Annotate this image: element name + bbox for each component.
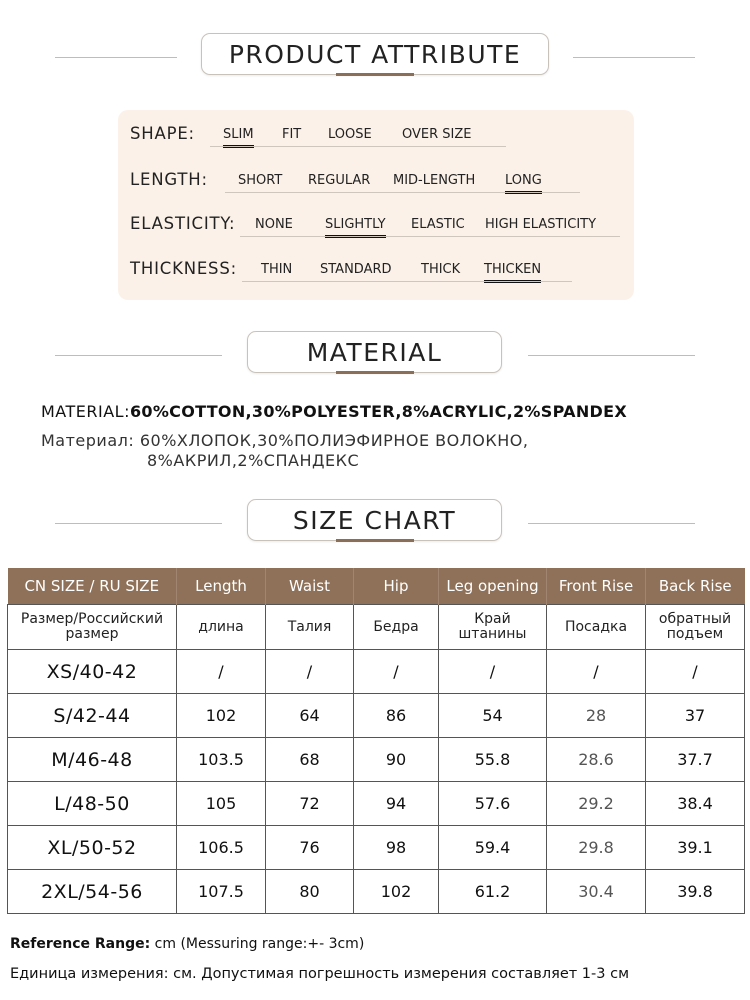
- attr-option: STANDARD: [320, 262, 392, 277]
- attr-label: LENGTH:: [130, 170, 208, 189]
- attr-row-thickness: [130, 259, 630, 289]
- col-header-size: CN SIZE / RU SIZE: [8, 568, 177, 605]
- leg-opening-cell: /: [439, 650, 547, 694]
- waist-cell: 80: [266, 870, 354, 914]
- size-chart-header: [0, 499, 750, 549]
- attr-option: THIN: [261, 262, 293, 277]
- table-row: [8, 694, 745, 738]
- size-cell: XS/40-42: [8, 650, 177, 694]
- ru-header-front-rise: Посадка: [547, 605, 646, 650]
- col-header-front-rise: Front Rise: [547, 568, 646, 605]
- table-row: [8, 782, 745, 826]
- length-cell: 103.5: [177, 738, 266, 782]
- length-cell: 102: [177, 694, 266, 738]
- ru-header-length: длина: [177, 605, 266, 650]
- attr-label: ELASTICITY:: [130, 214, 236, 233]
- col-header-back-rise: Back Rise: [646, 568, 745, 605]
- header-rule-left: [55, 57, 177, 58]
- attr-row-rule: [242, 281, 572, 282]
- attr-row-rule: [225, 192, 580, 193]
- material-en-value: 60%COTTON,30%POLYESTER,8%ACRYLIC,2%SPANDEX: [129, 402, 627, 421]
- ru-header-leg-opening: [439, 605, 547, 650]
- size-cell: S/42-44: [8, 694, 177, 738]
- material-header: [0, 331, 750, 381]
- leg-opening-cell: 61.2: [439, 870, 547, 914]
- hip-cell: 98: [354, 826, 439, 870]
- table-header-row: [8, 568, 745, 605]
- attribute-panel: [118, 110, 634, 300]
- front-rise-cell: 28: [547, 694, 646, 738]
- material-title: MATERIAL: [247, 331, 502, 373]
- attr-option: SHORT: [238, 173, 283, 188]
- material-ru-label: Материал:: [41, 431, 135, 450]
- table-row: [8, 870, 745, 914]
- back-rise-cell: 37: [646, 694, 745, 738]
- table-row: [8, 738, 745, 782]
- title-accent-bar: [336, 73, 414, 76]
- header-rule-right: [573, 57, 695, 58]
- ru-header-text: подъем: [666, 626, 724, 642]
- attr-row-length: [130, 170, 630, 200]
- ru-header-text: штанины: [458, 626, 527, 642]
- size-cell: 2XL/54-56: [8, 870, 177, 914]
- material-ru-line: [41, 431, 528, 450]
- material-en-label: MATERIAL:: [41, 402, 130, 421]
- attr-label: THICKNESS:: [130, 259, 237, 278]
- length-cell: 105: [177, 782, 266, 826]
- header-rule-right: [528, 523, 695, 524]
- hip-cell: 94: [354, 782, 439, 826]
- attr-label: SHAPE:: [130, 124, 195, 143]
- col-header-waist: Waist: [266, 568, 354, 605]
- attr-option-selected: THICKEN: [484, 262, 542, 277]
- ru-header-back-rise: [646, 605, 745, 650]
- hip-cell: 90: [354, 738, 439, 782]
- attr-row-rule: [240, 236, 620, 237]
- front-rise-cell: 29.8: [547, 826, 646, 870]
- attr-option-selected: SLIM: [223, 127, 254, 142]
- material-ru-line-2: [147, 451, 359, 470]
- size-cell: M/46-48: [8, 738, 177, 782]
- leg-opening-cell: 55.8: [439, 738, 547, 782]
- col-header-hip: Hip: [354, 568, 439, 605]
- table-subheader-row: [8, 605, 745, 650]
- product-attribute-title: PRODUCT ATTRIBUTE: [201, 33, 549, 75]
- attr-option: OVER SIZE: [402, 127, 472, 142]
- front-rise-cell: 30.4: [547, 870, 646, 914]
- attr-option-selected: SLIGHTLY: [325, 217, 386, 232]
- ru-header-text: Размер/Российский: [20, 611, 164, 627]
- col-header-length: Length: [177, 568, 266, 605]
- back-rise-cell: 37.7: [646, 738, 745, 782]
- ru-header-waist: Талия: [266, 605, 354, 650]
- attr-option: FIT: [282, 127, 302, 142]
- title-accent-bar: [336, 371, 414, 374]
- front-rise-cell: /: [547, 650, 646, 694]
- material-ru-value-2: 8%АКРИЛ,2%СПАНДЕКС: [147, 451, 360, 470]
- size-cell: L/48-50: [8, 782, 177, 826]
- back-rise-cell: 38.4: [646, 782, 745, 826]
- waist-cell: 72: [266, 782, 354, 826]
- reference-range-note: [10, 936, 364, 952]
- header-rule-right: [528, 355, 695, 356]
- leg-opening-cell: 54: [439, 694, 547, 738]
- ru-header-size: [8, 605, 177, 650]
- front-rise-cell: 29.2: [547, 782, 646, 826]
- reference-range-value: cm (Messuring range:+- 3cm): [150, 936, 365, 952]
- back-rise-cell: /: [646, 650, 745, 694]
- attr-option-selected: LONG: [505, 173, 542, 188]
- front-rise-cell: 28.6: [547, 738, 646, 782]
- length-cell: 107.5: [177, 870, 266, 914]
- attr-option: NONE: [255, 217, 293, 232]
- ru-header-hip: Бедра: [354, 605, 439, 650]
- ru-header-text: Край: [474, 611, 511, 627]
- size-cell: XL/50-52: [8, 826, 177, 870]
- size-chart-title: SIZE CHART: [247, 499, 502, 541]
- attr-option: REGULAR: [308, 173, 371, 188]
- length-cell: 106.5: [177, 826, 266, 870]
- ru-header-text: размер: [65, 626, 119, 642]
- attr-row-rule: [210, 146, 506, 147]
- reference-range-label: Reference Range:: [10, 936, 151, 952]
- length-cell: /: [177, 650, 266, 694]
- ru-measurement-note: Единица измерения: см. Допустимая погрешность измерения составляет 1-3 см: [10, 966, 630, 982]
- product-attribute-header: [0, 33, 750, 83]
- hip-cell: 102: [354, 870, 439, 914]
- table-row: [8, 826, 745, 870]
- waist-cell: /: [266, 650, 354, 694]
- title-accent-bar: [336, 539, 414, 542]
- leg-opening-cell: 59.4: [439, 826, 547, 870]
- header-rule-left: [55, 523, 222, 524]
- waist-cell: 64: [266, 694, 354, 738]
- col-header-leg-opening: Leg opening: [439, 568, 547, 605]
- attr-option: HIGH ELASTICITY: [485, 217, 597, 232]
- attr-option: THICK: [421, 262, 461, 277]
- leg-opening-cell: 57.6: [439, 782, 547, 826]
- hip-cell: 86: [354, 694, 439, 738]
- material-en-line: [41, 402, 627, 421]
- attr-row-shape: [130, 124, 630, 154]
- waist-cell: 76: [266, 826, 354, 870]
- size-chart-table: [7, 568, 745, 914]
- ru-header-text: обратный: [658, 611, 732, 627]
- back-rise-cell: 39.8: [646, 870, 745, 914]
- back-rise-cell: 39.1: [646, 826, 745, 870]
- attr-option: ELASTIC: [411, 217, 465, 232]
- waist-cell: 68: [266, 738, 354, 782]
- material-ru-value-1: 60%ХЛОПОК,30%ПОЛИЭФИРНОЕ ВОЛОКНО,: [139, 431, 529, 450]
- table-row: [8, 650, 745, 694]
- attr-row-elasticity: [130, 214, 630, 244]
- attr-option: LOOSE: [328, 127, 372, 142]
- header-rule-left: [55, 355, 222, 356]
- hip-cell: /: [354, 650, 439, 694]
- attr-option: MID-LENGTH: [393, 173, 476, 188]
